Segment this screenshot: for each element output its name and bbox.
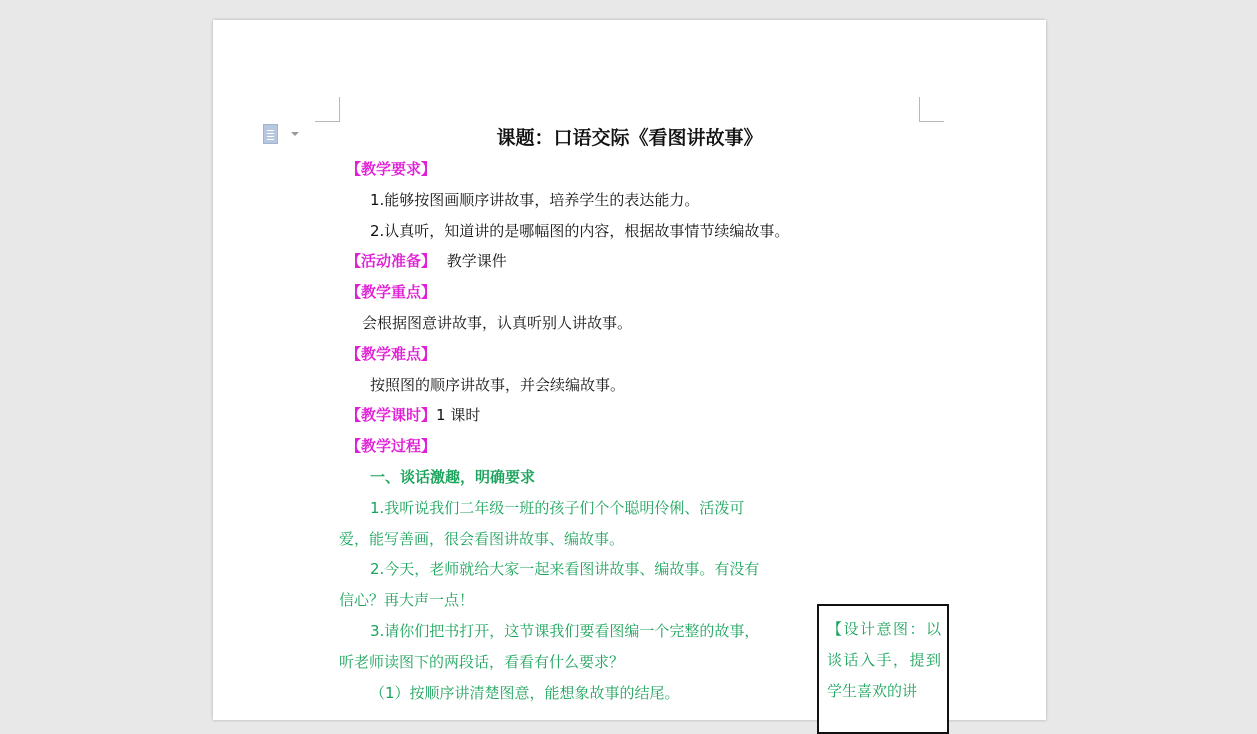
heading-activity-prep: 【活动准备】 [346,252,437,270]
process-paragraph-3-line-2: 听老师读图下的两段话，看看有什么要求？ [339,653,625,671]
activity-prep-line [346,251,507,271]
requirement-item-1: 1.能够按图画顺序讲故事，培养学生的表达能力。 [370,191,700,209]
class-hours-content: 1 课时 [436,406,481,424]
process-paragraph-1-line-2: 爱，能写善画，很会看图讲故事、编故事。 [339,530,625,548]
activity-prep-content: 教学课件 [446,252,507,270]
heading-difficulties: 【教学难点】 [346,345,437,363]
document-title: 课题：口语交际《看图讲故事》 [496,127,763,149]
class-hours-line [346,405,480,425]
process-paragraph-2-line-2: 信心？再大声一点！ [339,591,475,609]
process-step-1-title: 一、谈话激趣，明确要求 [370,468,536,486]
heading-teaching-requirements: 【教学要求】 [346,160,437,178]
margin-corner-top-left [315,97,340,122]
heading-class-hours: 【教学课时】 [346,406,437,424]
process-paragraph-1-line-1: 1.我听说我们二年级一班的孩子们个个聪明伶俐、活泼可 [370,499,745,517]
heading-key-points: 【教学重点】 [346,283,437,301]
heading-process: 【教学过程】 [346,437,437,455]
difficulties-content: 按照图的顺序讲故事，并会续编故事。 [370,376,626,394]
process-paragraph-3-line-1: 3.请你们把书打开，这节课我们要看图编一个完整的故事， [370,622,760,640]
key-points-content: 会根据图意讲故事，认真听别人讲故事。 [362,314,633,332]
design-intent-textbox [817,604,949,734]
process-paragraph-2-line-1: 2.今天，老师就给大家一起来看图讲故事、编故事。有没有 [370,560,760,578]
design-intent-text: 【设计意图：以谈话入手，提到学生喜欢的讲 [827,620,941,700]
document-page [213,20,1046,720]
requirement-item-2: 2.认真听，知道讲的是哪幅图的内容，根据故事情节续编故事。 [370,222,790,240]
process-paragraph-4-line-1: （1）按顺序讲清楚图意，能想象故事的结尾。 [370,684,680,702]
margin-corner-top-right [919,97,944,122]
